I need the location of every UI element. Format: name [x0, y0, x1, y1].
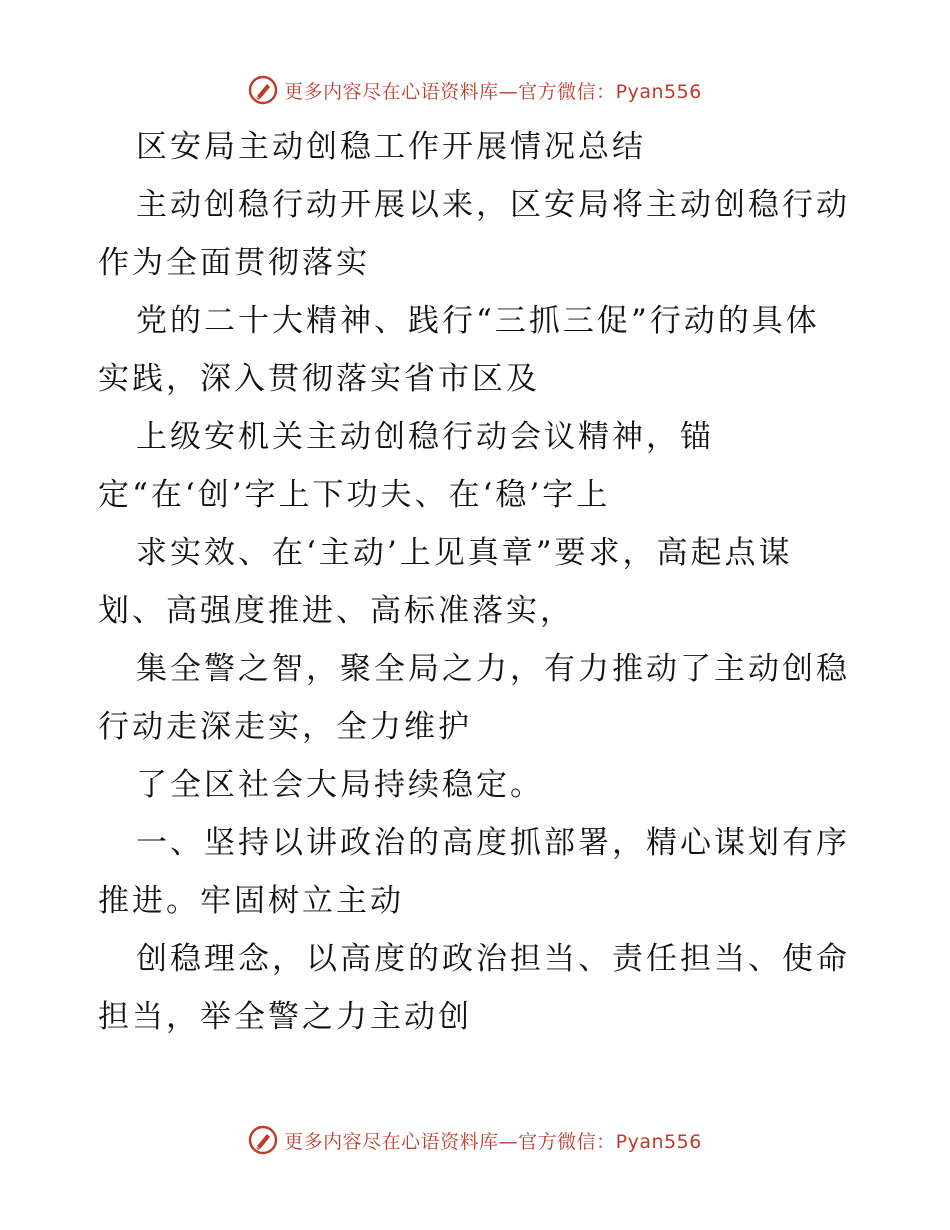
text-line: 作为全面贯彻落实 — [98, 245, 370, 281]
pen-logo-icon — [248, 75, 278, 105]
text-line: 划、高强度推进、高标准落实， — [98, 593, 574, 629]
text-line: 行动走深走实，全力维护 — [98, 709, 472, 745]
document-body — [98, 118, 858, 1046]
text-line: 推进。牢固树立主动 — [98, 883, 404, 919]
header-banner — [0, 70, 950, 110]
text-line: 实践，深入贯彻落实省市区及 — [98, 361, 540, 397]
text-line: 主动创稳行动开展以来，区安局将主动创稳行动 — [136, 187, 850, 223]
banner-text: 更多内容尽在心语资料库—官方微信：Pyan556 — [284, 1130, 702, 1153]
text-line: 上级安机关主动创稳行动会议精神，锚 — [136, 419, 714, 455]
banner-text: 更多内容尽在心语资料库—官方微信：Pyan556 — [284, 80, 702, 103]
text-line: 集全警之智，聚全局之力，有力推动了主动创稳 — [136, 651, 850, 687]
text-line: 定“在‘创’字上下功夫、在‘稳’字上 — [98, 477, 611, 513]
text-line: 创稳理念，以高度的政治担当、责任担当、使命 — [136, 941, 850, 977]
text-line: 担当，举全警之力主动创 — [98, 999, 472, 1035]
pen-logo-icon — [248, 1125, 278, 1155]
text-line: 区安局主动创稳工作开展情况总结 — [136, 129, 646, 165]
footer-banner — [0, 1120, 950, 1160]
text-line: 了全区社会大局持续稳定。 — [136, 767, 544, 803]
text-line: 一、坚持以讲政治的高度抓部署，精心谋划有序 — [136, 825, 850, 861]
text-line: 党的二十大精神、践行“三抓三促”行动的具体 — [136, 303, 820, 339]
text-line: 求实效、在‘主动’上见真章”要求，高起点谋 — [136, 535, 793, 571]
